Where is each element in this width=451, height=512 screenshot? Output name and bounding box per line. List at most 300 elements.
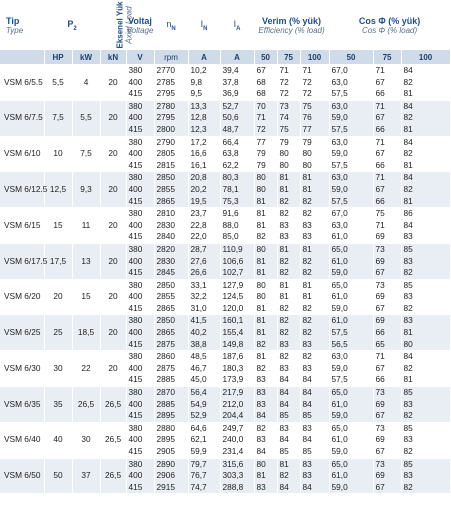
cos-75-cell: 69	[373, 399, 401, 411]
axial-load-cell: 20	[100, 136, 126, 172]
eff-75-cell: 81	[277, 279, 300, 291]
eff-50-cell: 68	[254, 77, 277, 89]
cos-100-cell: 85	[401, 387, 450, 399]
power-kw-cell: 15	[72, 279, 100, 315]
starting-current-cell: 36,9	[220, 88, 254, 100]
starting-current-cell: 231,4	[220, 446, 254, 458]
cos-100-cell: 82	[401, 77, 450, 89]
nominal-current-cell: 79,7	[188, 458, 220, 470]
power-hp-cell: 20	[44, 279, 72, 315]
nominal-current-cell: 56,4	[188, 387, 220, 399]
cos-75-cell: 66	[373, 160, 401, 172]
cos-75-cell: 73	[373, 279, 401, 291]
eff-100-cell: 82	[300, 351, 329, 363]
cos-50-cell: 63,0	[329, 77, 373, 89]
eff-100-cell: 72	[300, 77, 329, 89]
voltage-cell: 400	[126, 77, 154, 89]
eff-50-cell: 81	[254, 351, 277, 363]
cos-50-cell: 65,0	[329, 243, 373, 255]
power-kw-cell: 37	[72, 458, 100, 493]
cos-50-cell: 57,5	[329, 124, 373, 136]
model-type-cell: VSM 6/7.5	[0, 100, 44, 136]
nominal-current-cell: 32,2	[188, 291, 220, 303]
unit-kn: kN	[100, 50, 126, 65]
table-row	[0, 65, 450, 77]
eff-50-cell: 81	[254, 196, 277, 208]
nominal-current-cell: 31,0	[188, 303, 220, 315]
nominal-current-cell: 16,1	[188, 160, 220, 172]
eff-75-cell: 83	[277, 339, 300, 351]
power-kw-cell: 9,3	[72, 172, 100, 208]
header-starting-current: $I_A$	[220, 0, 254, 50]
model-type-cell: VSM 6/50	[0, 458, 44, 493]
cos-100-cell: 82	[401, 303, 450, 315]
header-row	[0, 0, 450, 50]
nominal-current-cell: 62,1	[188, 434, 220, 446]
starting-current-cell: 249,7	[220, 422, 254, 434]
eff-50-cell: 80	[254, 243, 277, 255]
axial-load-cell: 26,5	[100, 458, 126, 493]
cos-75-cell: 69	[373, 231, 401, 243]
header-axial-load: Eksenel Yük Axial Load	[100, 0, 126, 50]
speed-cell: 2890	[154, 458, 188, 470]
speed-cell: 2795	[154, 112, 188, 124]
eff-100-cell: 81	[300, 172, 329, 184]
voltage-cell: 400	[126, 399, 154, 411]
eff-50-cell: 81	[254, 256, 277, 268]
table-row	[0, 351, 450, 363]
voltage-cell: 415	[126, 124, 154, 136]
starting-current-cell: 63,8	[220, 148, 254, 160]
unit-a-ia: A	[220, 50, 254, 65]
eff-50-cell: 82	[254, 422, 277, 434]
power-kw-cell: 30	[72, 422, 100, 458]
eff-75-cell: 74	[277, 112, 300, 124]
eff-100-cell: 84	[300, 482, 329, 494]
model-type-cell: VSM 6/10	[0, 136, 44, 172]
unit-cos-75: 75	[373, 50, 401, 65]
voltage-cell: 400	[126, 112, 154, 124]
cos-100-cell: 83	[401, 315, 450, 327]
nominal-current-cell: 12,3	[188, 124, 220, 136]
voltage-cell: 400	[126, 256, 154, 268]
cos-50-cell: 57,5	[329, 88, 373, 100]
cos-75-cell: 67	[373, 112, 401, 124]
eff-75-cell: 83	[277, 422, 300, 434]
voltage-cell: 400	[126, 363, 154, 375]
model-type-cell: VSM 6/15	[0, 208, 44, 244]
cos-75-cell: 67	[373, 446, 401, 458]
nominal-current-cell: 20,2	[188, 184, 220, 196]
voltage-cell: 400	[126, 434, 154, 446]
cos-50-cell: 61,0	[329, 315, 373, 327]
nominal-current-cell: 20,8	[188, 172, 220, 184]
voltage-cell: 400	[126, 291, 154, 303]
table-row	[0, 387, 450, 399]
nominal-current-cell: 52,9	[188, 410, 220, 422]
voltage-cell: 415	[126, 160, 154, 172]
unit-kw: kW	[72, 50, 100, 65]
power-hp-cell: 15	[44, 208, 72, 244]
starting-current-cell: 102,7	[220, 267, 254, 279]
cos-100-cell: 81	[401, 88, 450, 100]
starting-current-cell: 66,4	[220, 136, 254, 148]
eff-100-cell: 83	[300, 470, 329, 482]
speed-cell: 2820	[154, 243, 188, 255]
eff-100-cell: 81	[300, 279, 329, 291]
speed-cell: 2780	[154, 100, 188, 112]
cos-50-cell: 65,0	[329, 387, 373, 399]
cos-100-cell: 82	[401, 482, 450, 494]
cos-75-cell: 71	[373, 220, 401, 232]
speed-cell: 2770	[154, 65, 188, 77]
cos-50-cell: 59,0	[329, 482, 373, 494]
speed-cell: 2875	[154, 363, 188, 375]
model-type-cell: VSM 6/30	[0, 351, 44, 387]
eff-50-cell: 83	[254, 399, 277, 411]
header-nominal-current: $I_N$	[188, 0, 220, 50]
cos-100-cell: 82	[401, 410, 450, 422]
unit-rpm: rpm	[154, 50, 188, 65]
speed-cell: 2850	[154, 315, 188, 327]
cos-75-cell: 66	[373, 196, 401, 208]
model-type-cell: VSM 6/12.5	[0, 172, 44, 208]
nominal-current-cell: 54,9	[188, 399, 220, 411]
cos-75-cell: 67	[373, 77, 401, 89]
cos-100-cell: 83	[401, 434, 450, 446]
axial-load-cell: 20	[100, 315, 126, 351]
power-kw-cell: 4	[72, 65, 100, 101]
cos-75-cell: 73	[373, 387, 401, 399]
model-type-cell: VSM 6/17.5	[0, 243, 44, 279]
speed-cell: 2830	[154, 220, 188, 232]
table-row	[0, 208, 450, 220]
eff-75-cell: 82	[277, 303, 300, 315]
cos-100-cell: 82	[401, 148, 450, 160]
eff-100-cell: 82	[300, 303, 329, 315]
eff-50-cell: 83	[254, 374, 277, 386]
speed-cell: 2790	[154, 136, 188, 148]
voltage-cell: 380	[126, 100, 154, 112]
speed-cell: 2805	[154, 148, 188, 160]
starting-current-cell: 88,0	[220, 220, 254, 232]
eff-75-cell: 82	[277, 267, 300, 279]
power-hp-cell: 5,5	[44, 65, 72, 101]
eff-75-cell: 81	[277, 184, 300, 196]
eff-50-cell: 82	[254, 339, 277, 351]
voltage-cell: 415	[126, 88, 154, 100]
cos-75-cell: 67	[373, 148, 401, 160]
nominal-current-cell: 23,7	[188, 208, 220, 220]
table-row	[0, 243, 450, 255]
cos-100-cell: 82	[401, 112, 450, 124]
eff-100-cell: 84	[300, 387, 329, 399]
speed-cell: 2905	[154, 446, 188, 458]
speed-cell: 2855	[154, 291, 188, 303]
cos-50-cell: 59,0	[329, 112, 373, 124]
speed-cell: 2895	[154, 434, 188, 446]
cos-100-cell: 86	[401, 208, 450, 220]
eff-50-cell: 80	[254, 291, 277, 303]
cos-75-cell: 66	[373, 327, 401, 339]
cos-75-cell: 66	[373, 88, 401, 100]
starting-current-cell: 37,8	[220, 77, 254, 89]
eff-75-cell: 71	[277, 65, 300, 77]
starting-current-cell: 217,9	[220, 387, 254, 399]
nominal-current-cell: 28,7	[188, 243, 220, 255]
starting-current-cell: 155,4	[220, 327, 254, 339]
starting-current-cell: 52,7	[220, 100, 254, 112]
eff-50-cell: 79	[254, 148, 277, 160]
cos-50-cell: 57,5	[329, 327, 373, 339]
voltage-cell: 400	[126, 220, 154, 232]
starting-current-cell: 187,6	[220, 351, 254, 363]
nominal-current-cell: 41,5	[188, 315, 220, 327]
starting-current-cell: 110,9	[220, 243, 254, 255]
voltage-cell: 380	[126, 315, 154, 327]
eff-75-cell: 83	[277, 231, 300, 243]
cos-50-cell: 59,0	[329, 148, 373, 160]
power-kw-cell: 5,5	[72, 100, 100, 136]
nominal-current-cell: 26,6	[188, 267, 220, 279]
eff-100-cell: 81	[300, 291, 329, 303]
header-power: $P_2$	[44, 0, 100, 50]
eff-75-cell: 81	[277, 243, 300, 255]
cos-75-cell: 73	[373, 422, 401, 434]
axial-load-cell: 20	[100, 172, 126, 208]
eff-75-cell: 84	[277, 387, 300, 399]
eff-50-cell: 81	[254, 315, 277, 327]
eff-75-cell: 82	[277, 256, 300, 268]
cos-50-cell: 65,0	[329, 458, 373, 470]
cos-50-cell: 61,0	[329, 470, 373, 482]
table-row	[0, 100, 450, 112]
starting-current-cell: 85,0	[220, 231, 254, 243]
cos-100-cell: 85	[401, 279, 450, 291]
cos-50-cell: 57,5	[329, 196, 373, 208]
model-type-cell: VSM 6/35	[0, 387, 44, 423]
cos-100-cell: 84	[401, 100, 450, 112]
nominal-current-cell: 76,7	[188, 470, 220, 482]
eff-100-cell: 72	[300, 88, 329, 100]
cos-75-cell: 69	[373, 434, 401, 446]
eff-100-cell: 82	[300, 208, 329, 220]
table-row	[0, 279, 450, 291]
cos-75-cell: 71	[373, 136, 401, 148]
cos-100-cell: 83	[401, 231, 450, 243]
nominal-current-cell: 46,7	[188, 363, 220, 375]
axial-load-cell: 20	[100, 65, 126, 101]
eff-50-cell: 83	[254, 482, 277, 494]
voltage-cell: 380	[126, 208, 154, 220]
eff-100-cell: 80	[300, 148, 329, 160]
voltage-cell: 415	[126, 303, 154, 315]
cos-75-cell: 66	[373, 374, 401, 386]
cos-100-cell: 81	[401, 160, 450, 172]
eff-50-cell: 81	[254, 303, 277, 315]
cos-50-cell: 61,0	[329, 399, 373, 411]
cos-50-cell: 63,0	[329, 220, 373, 232]
power-hp-cell: 25	[44, 315, 72, 351]
nominal-current-cell: 59,9	[188, 446, 220, 458]
header-power-factor: Cos Φ (% yük) Cos Φ (% load)	[329, 0, 450, 50]
voltage-cell: 415	[126, 267, 154, 279]
cos-75-cell: 71	[373, 100, 401, 112]
eff-100-cell: 82	[300, 315, 329, 327]
eff-100-cell: 84	[300, 374, 329, 386]
eff-75-cell: 81	[277, 172, 300, 184]
nominal-current-cell: 38,8	[188, 339, 220, 351]
power-hp-cell: 30	[44, 351, 72, 387]
eff-50-cell: 82	[254, 231, 277, 243]
nominal-current-cell: 13,3	[188, 100, 220, 112]
cos-50-cell: 61,0	[329, 256, 373, 268]
cos-50-cell: 56,5	[329, 339, 373, 351]
header-voltage: Voltaj Voltage	[126, 0, 154, 50]
eff-100-cell: 75	[300, 100, 329, 112]
unit-v: V	[126, 50, 154, 65]
cos-50-cell: 65,0	[329, 422, 373, 434]
unit-cos-50: 50	[329, 50, 373, 65]
axial-load-cell: 20	[100, 351, 126, 387]
eff-100-cell: 83	[300, 458, 329, 470]
eff-75-cell: 82	[277, 351, 300, 363]
starting-current-cell: 173,9	[220, 374, 254, 386]
header-type: Tip Type	[0, 0, 44, 50]
nominal-current-cell: 48,5	[188, 351, 220, 363]
cos-75-cell: 69	[373, 470, 401, 482]
cos-100-cell: 84	[401, 220, 450, 232]
voltage-cell: 380	[126, 351, 154, 363]
unit-a-in: A	[188, 50, 220, 65]
eff-75-cell: 83	[277, 220, 300, 232]
eff-75-cell: 84	[277, 374, 300, 386]
eff-100-cell: 85	[300, 446, 329, 458]
nominal-current-cell: 19,5	[188, 196, 220, 208]
eff-75-cell: 82	[277, 196, 300, 208]
eff-50-cell: 83	[254, 387, 277, 399]
eff-50-cell: 72	[254, 124, 277, 136]
axial-load-cell: 20	[100, 100, 126, 136]
cos-50-cell: 63,0	[329, 351, 373, 363]
eff-50-cell: 81	[254, 208, 277, 220]
speed-cell: 2915	[154, 482, 188, 494]
starting-current-cell: 106,6	[220, 256, 254, 268]
power-hp-cell: 17,5	[44, 243, 72, 279]
model-type-cell: VSM 6/20	[0, 279, 44, 315]
cos-50-cell: 59,0	[329, 267, 373, 279]
cos-100-cell: 82	[401, 446, 450, 458]
speed-cell: 2865	[154, 327, 188, 339]
speed-cell: 2875	[154, 339, 188, 351]
cos-50-cell: 57,5	[329, 374, 373, 386]
starting-current-cell: 127,9	[220, 279, 254, 291]
speed-cell: 2795	[154, 88, 188, 100]
cos-75-cell: 67	[373, 363, 401, 375]
cos-50-cell: 61,0	[329, 231, 373, 243]
model-type-cell: VSM 6/5.5	[0, 65, 44, 101]
cos-75-cell: 67	[373, 482, 401, 494]
cos-50-cell: 65,0	[329, 279, 373, 291]
starting-current-cell: 124,5	[220, 291, 254, 303]
unit-eff-75: 75	[277, 50, 300, 65]
speed-cell: 2845	[154, 267, 188, 279]
voltage-cell: 380	[126, 387, 154, 399]
cos-75-cell: 73	[373, 243, 401, 255]
voltage-cell: 415	[126, 410, 154, 422]
starting-current-cell: 62,2	[220, 160, 254, 172]
eff-75-cell: 72	[277, 77, 300, 89]
eff-100-cell: 77	[300, 124, 329, 136]
axial-load-cell: 20	[100, 243, 126, 279]
eff-50-cell: 82	[254, 363, 277, 375]
starting-current-cell: 120,0	[220, 303, 254, 315]
cos-75-cell: 69	[373, 256, 401, 268]
cos-100-cell: 85	[401, 422, 450, 434]
voltage-cell: 380	[126, 422, 154, 434]
cos-100-cell: 80	[401, 339, 450, 351]
eff-50-cell: 79	[254, 160, 277, 172]
nominal-current-cell: 22,0	[188, 231, 220, 243]
eff-100-cell: 83	[300, 220, 329, 232]
cos-100-cell: 84	[401, 136, 450, 148]
starting-current-cell: 315,6	[220, 458, 254, 470]
speed-cell: 2885	[154, 374, 188, 386]
starting-current-cell: 212,0	[220, 399, 254, 411]
speed-cell: 2840	[154, 231, 188, 243]
voltage-cell: 415	[126, 231, 154, 243]
nominal-current-cell: 10,2	[188, 65, 220, 77]
starting-current-cell: 91,6	[220, 208, 254, 220]
starting-current-cell: 240,0	[220, 434, 254, 446]
units-row	[0, 50, 450, 65]
eff-75-cell: 85	[277, 410, 300, 422]
table-row	[0, 458, 450, 470]
eff-50-cell: 84	[254, 410, 277, 422]
cos-100-cell: 82	[401, 363, 450, 375]
cos-75-cell: 67	[373, 184, 401, 196]
cos-50-cell: 59,0	[329, 410, 373, 422]
nominal-current-cell: 16,6	[188, 148, 220, 160]
nominal-current-cell: 17,2	[188, 136, 220, 148]
starting-current-cell: 39,4	[220, 65, 254, 77]
units-blank	[0, 50, 44, 65]
eff-50-cell: 77	[254, 136, 277, 148]
power-kw-cell: 13	[72, 243, 100, 279]
table-row	[0, 315, 450, 327]
nominal-current-cell: 27,6	[188, 256, 220, 268]
cos-100-cell: 83	[401, 256, 450, 268]
eff-75-cell: 83	[277, 363, 300, 375]
power-hp-cell: 40	[44, 422, 72, 458]
speed-cell: 2870	[154, 387, 188, 399]
eff-100-cell: 83	[300, 231, 329, 243]
table-row	[0, 136, 450, 148]
cos-100-cell: 82	[401, 267, 450, 279]
model-type-cell: VSM 6/40	[0, 422, 44, 458]
cos-50-cell: 59,0	[329, 363, 373, 375]
voltage-cell: 400	[126, 184, 154, 196]
nominal-current-cell: 33,1	[188, 279, 220, 291]
starting-current-cell: 48,7	[220, 124, 254, 136]
header-efficiency: Verim (% yük) Efficiency (% load)	[254, 0, 329, 50]
starting-current-cell: 50,6	[220, 112, 254, 124]
eff-50-cell: 70	[254, 100, 277, 112]
nominal-current-cell: 22,8	[188, 220, 220, 232]
eff-75-cell: 84	[277, 399, 300, 411]
eff-50-cell: 68	[254, 88, 277, 100]
cos-50-cell: 59,0	[329, 446, 373, 458]
